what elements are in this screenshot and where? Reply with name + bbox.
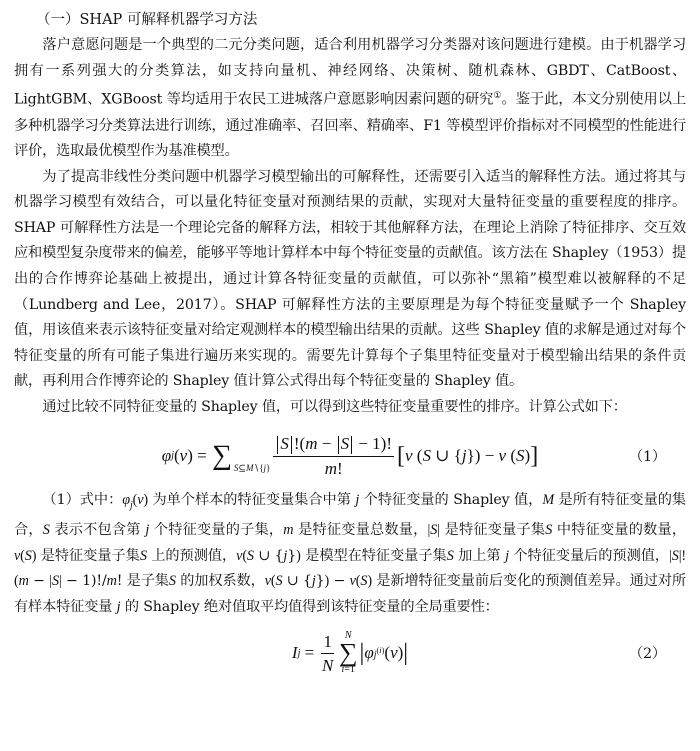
p4-text-11: 上的预测值， xyxy=(151,547,237,564)
p4-text-15: 是子集 xyxy=(126,573,169,590)
paragraph-2: 为了提高非线性分类问题中机器学习模型输出的可解释性，还需要引入适当的解释性方法。通过将其与机器学习模型有效结合，可以量化特征变量对预测结果的贡献，实现对大量特征变量的重要程度的排序。SHAP 可解释性方法是一个理论完备的解释方法，相较于其他解释方法，在理论上消除了特征排序、交互效应和模型复杂度带来的偏差，能够平等地计算样本中每个特征变量的贡献值。该方法在 Shapley（1953）提出的合作博弈论基础上被提出，通过计算各特征变量的贡献值，可以弥补“黑箱”模型难以被解释的不足（Lundberg and Lee，2017）。SHAP 可解释性方法的主要原理是为每个特征变量赋予一个 Shapley 值，用该值来表示该特征变量对给定观测样本的模型输出结果的贡献。这些 Shapley 值的求解是通过对每个特征变量的所有可能子集进行遍历来实现的。需要先计算每个子集里特征变量对于模型输出结果的条件贡献，再利用合作博弈论的 Shapley 值计算公式得出每个特征变量的 Shapley 值。 xyxy=(14,168,686,390)
equation-1-number: （1） xyxy=(629,448,666,465)
p4-text-7: 是特征变量总数量， xyxy=(298,522,428,539)
footnote-marker: ① xyxy=(493,91,502,102)
p4-text-16: 的加权系数， xyxy=(180,573,265,590)
p4-text-9: 中特征变量的数量， xyxy=(556,522,686,539)
equation-2-number: （2） xyxy=(629,646,666,663)
equation-2 xyxy=(14,622,686,684)
p4-text-10: 是特征变量子集 xyxy=(40,547,140,564)
p4-text-8: 是特征变量子集 xyxy=(444,522,546,539)
paragraph-1-tail: 。鉴于此，本文分别使用以上多种机器学习分类算法进行训练，通过准确率、召回率、精确率、F1 等模型评价指标对不同模型的性能进行评价，选取最优模型作为基准模型。 xyxy=(14,91,686,160)
equation-1 xyxy=(14,424,686,488)
paragraph-1 xyxy=(14,33,686,165)
p4-text-13: 加上第 xyxy=(458,547,501,564)
section-title: （一）SHAP 可解释机器学习方法 xyxy=(36,12,258,28)
p4-text-18: 的 Shapley 绝对值取平均值得到该特征变量的全局重要性： xyxy=(124,598,499,615)
paragraph-1-text: 落户意愿问题是一个典型的二元分类问题，适合利用机器学习分类器对该问题进行建模。由于机器学习拥有一系列强大的分类算法，如支持向量机、神经网络、决策树、随机森林、GBDT、CatBoost、LightGBM、XGBoost 等均适用于农民工进城落户意愿影响因素问题的研究 xyxy=(14,37,686,108)
equation-1-formula: φ j ( v ) = ∑ S⊆M∖{j} $\frac{S !(m - S - 1)!}{m!}$ [ v ( S ∪ { j } ) − v ( S ) ] xyxy=(161,433,539,478)
paragraph-4: （1）式中：$\varphi_j(v)$ 为单个样本的特征变量集合中第 j 个特征变量的 Shapley 值，M 是所有特征变量的集合，S 表示不包含第 j 个特征变量的子集，m 是特征变量总数量，|S| 是特征变量子集S 中特征变量的数量，v(S) 是特征变量子集S 上的预测值，v(S ∪ {j}) 是模型在特征变量子集S 加上第 j 个特征变量后的预测值，|S|!(m − |S| − 1)!/m! 是子集S 的加权系数，v(S ∪ {j}) − v(S) 是新增特征变量前后变化的预测值差异。通过对所有样本特征变量 j 的 Shapley 绝对值取平均值得到该特征变量的全局重要性： xyxy=(14,491,686,615)
p4-text-3: 个特征变量的 Shapley 值， xyxy=(363,491,543,508)
p4-text-2: 为单个样本的特征变量集合中第 xyxy=(152,491,351,508)
equation-2-formula: I j = $\frac{1}{N}$ N ∑ i=1 | φ $j^{(i)}$ ( v ) | xyxy=(291,630,409,676)
p4-text-5: 表示不包含第 xyxy=(54,522,141,539)
p4-text-12: 是模型在特征变量子集 xyxy=(305,547,447,564)
p4-text-1: （1）式中： xyxy=(42,491,123,508)
p4-text-4: 是所有特征变量的集合， xyxy=(14,491,686,539)
p4-text-14: 个特征变量后的预测值， xyxy=(513,547,670,564)
p4-text-6: 个特征变量的子集， xyxy=(153,522,284,539)
paragraph-3: 通过比较不同特征变量的 Shapley 值，可以得到这些特征变量重要性的排序。计算公式如下： xyxy=(42,399,627,416)
p4-text-17: 是新增特征变量前后变化的预测值差异。通过对所有样本特征变量 xyxy=(14,573,686,615)
